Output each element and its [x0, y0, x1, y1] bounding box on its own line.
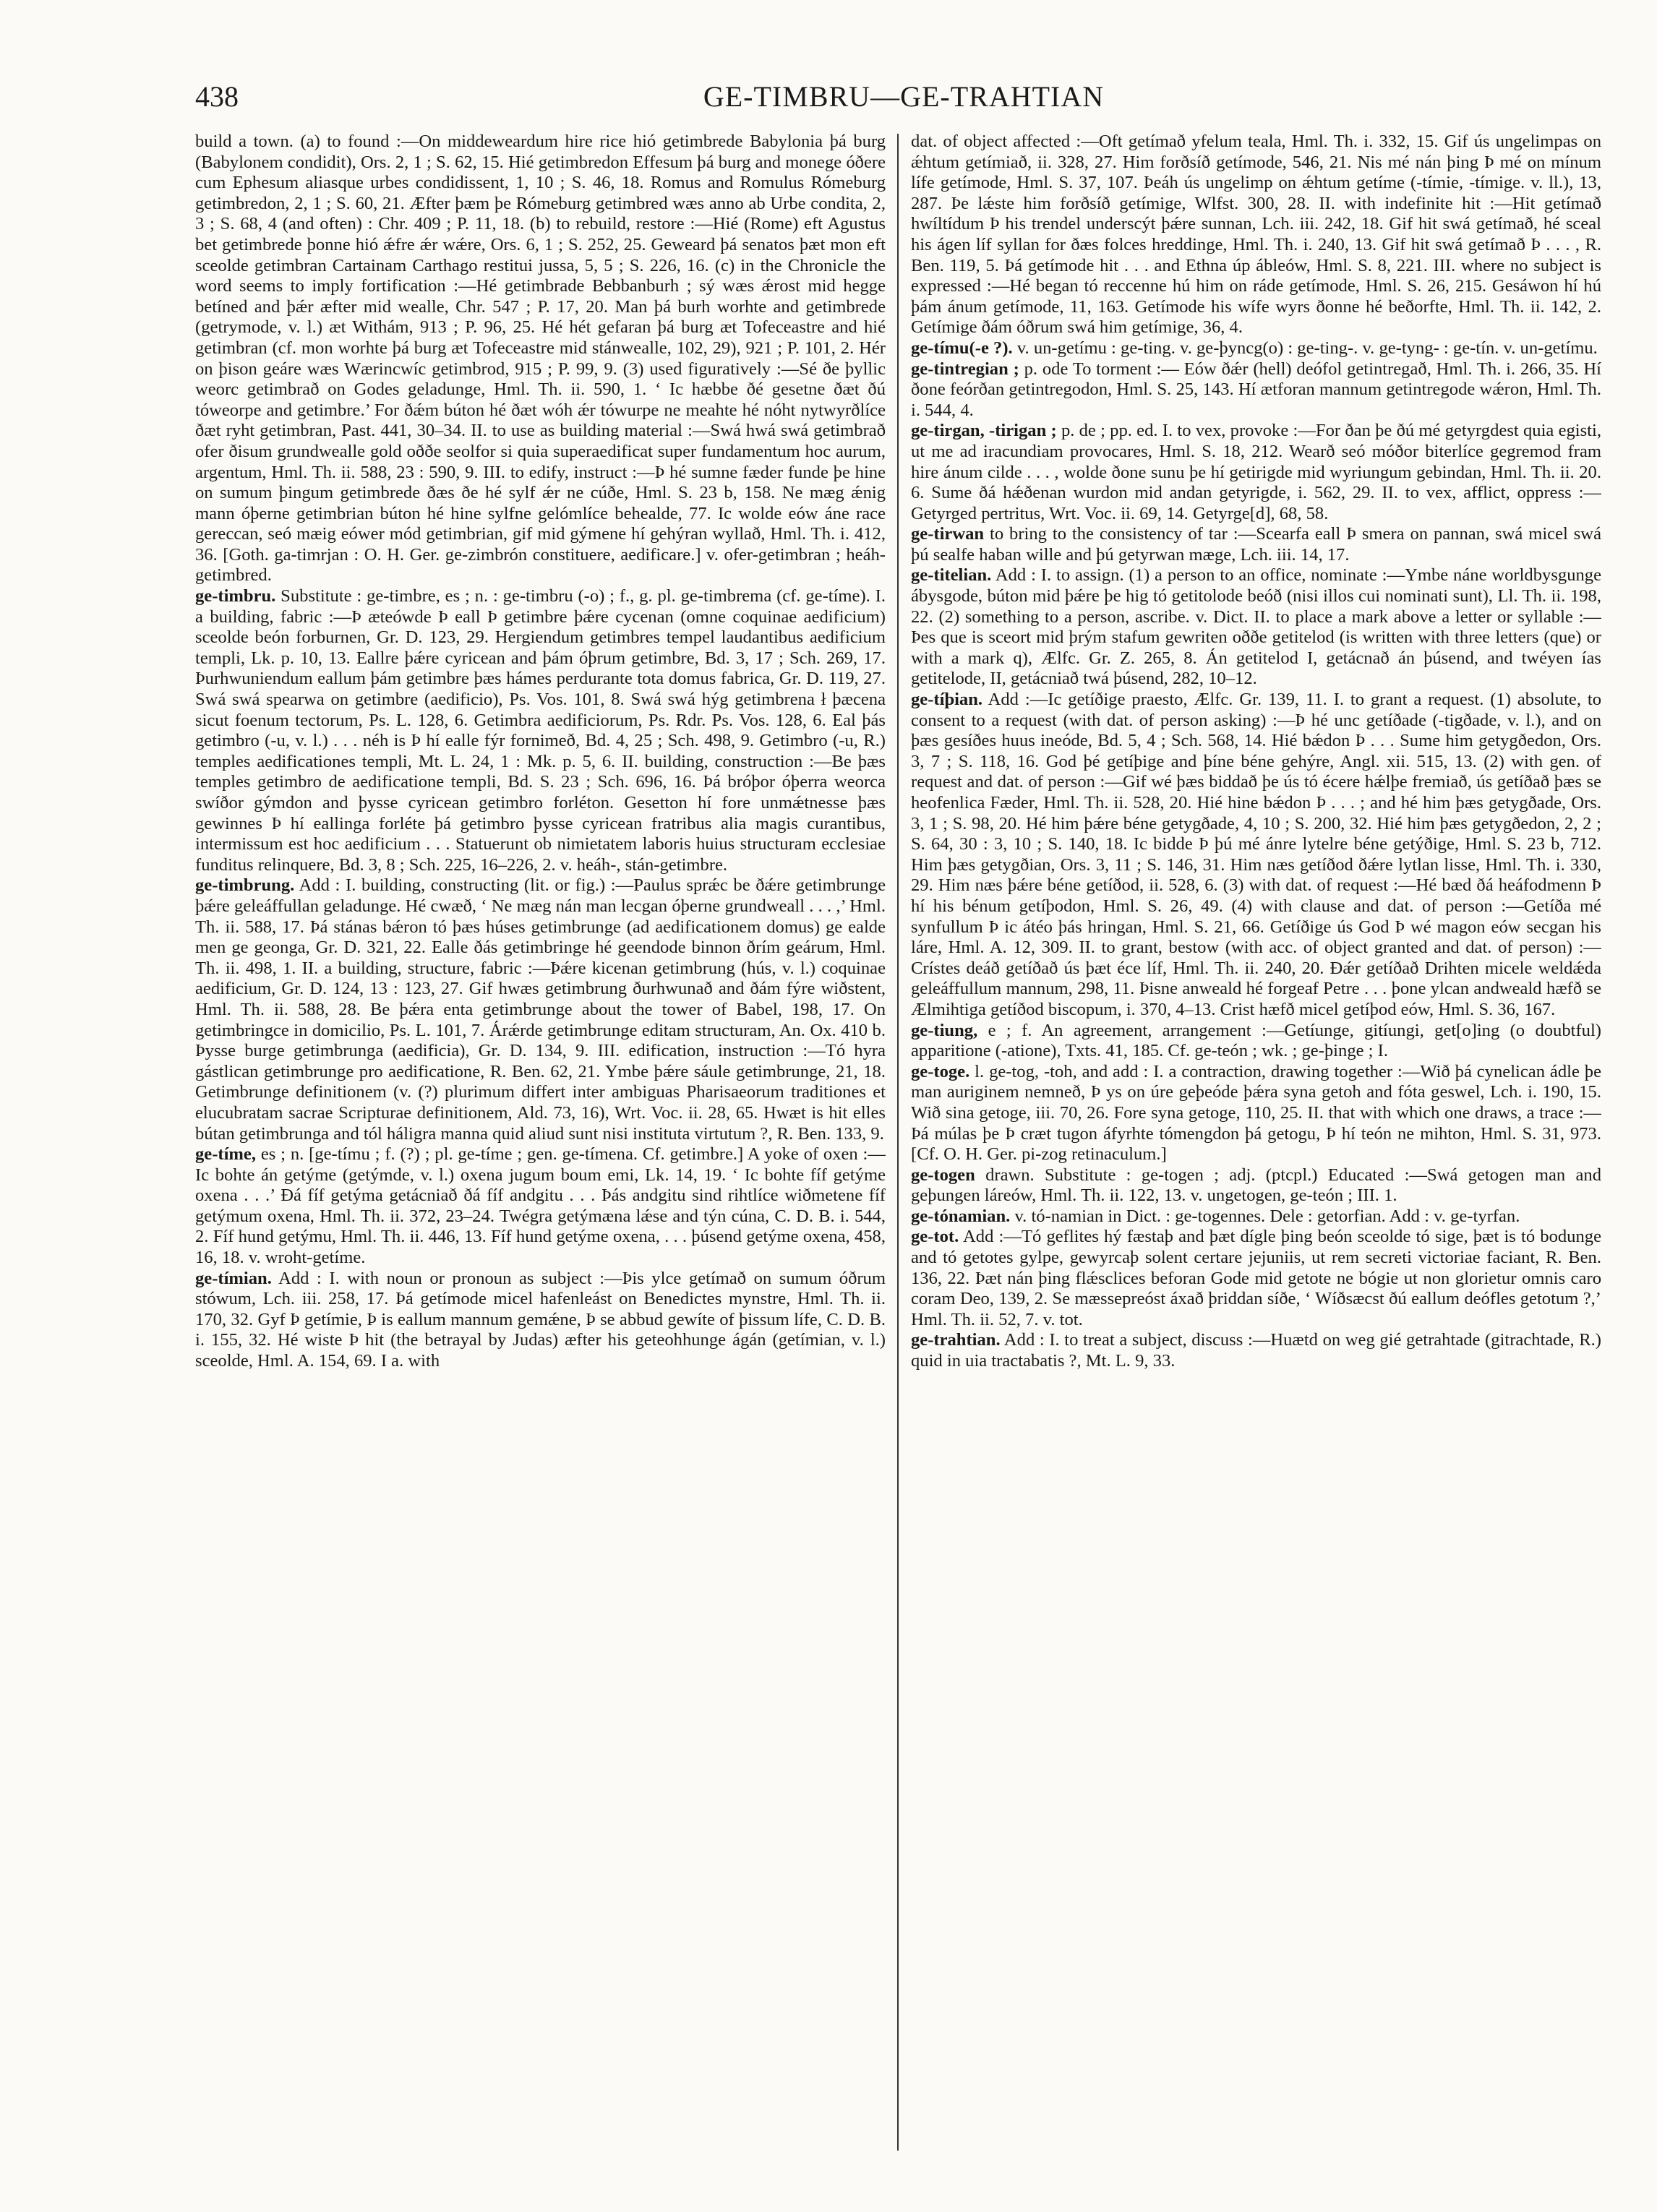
entry-headword: ge-tirwan — [911, 524, 985, 544]
entry-headword: ge-tímu(-e ?). — [911, 338, 1013, 358]
entry-text: l. ge-tog, -toh, and add : I. a contraction, drawing together :—Wið þá cynelican ádle þe man auriginem nemneð, Þ ys on úre geþeóde þǽra syna getoh and fóta geswel, Lch. i. 190, 15. Wið sina getoge, iii. 70, 26. Fore syna getoge, 110, 25. II. that with which one draws, a trace :—Þá múlas þe Þ cræt tugon áfyrhte tómengdon þá getogu, Þ hí teón ne mihton, Hml. S. 31, 973. [Cf. O. H. Ger. pi-zog retinaculum.] — [911, 1061, 1601, 1165]
entry-text: v. un-getímu : ge-ting. v. ge-þyncg(o) : ge-ting-. v. ge-tyng- : ge-tín. v. un-getímu. — [1012, 338, 1598, 358]
entry-headword: ge-tot. — [911, 1227, 959, 1247]
dictionary-entry — [911, 690, 1601, 1021]
dictionary-entry — [911, 132, 1601, 338]
running-title: GE-TIMBRU—GE-TRAHTIAN — [703, 80, 1105, 113]
dictionary-entry — [195, 132, 886, 586]
entry-text: p. ode To torment :— Eów ðǽr (hell) deófol getintregað, Hml. Th. i. 266, 35. Hí ðone feórðan getintregodon, Hml. S. 25, 143. Hí ætforan mannum getintregode wǽron, Hml. Th. i. 544, 4. — [911, 359, 1601, 420]
entry-text: es ; n. [ge-tímu ; f. (?) ; pl. ge-tíme ; gen. ge-tímena. Cf. getimbre.] A yoke of oxen :—Ic bohte án getýme (getýmde, v. l.) oxena jugum boum emi, Lk. 14, 19. ‘ Ic bohte fíf getýme oxena . . .’ Ðá fíf getýma getácniað ðá fíf andgitu . . . Þás andgitu sind rihtlíce wiðmetene fíf getýmum oxena, Hml. Th. ii. 372, 23–24. Twégra getýmæna lǽse and týn cúna, C. D. B. i. 544, 2. Fíf hund getýmu, Hml. Th. ii. 446, 13. Fíf hund getýme oxena, . . . þúsend getýme oxena, 458, 16, 18. v. wroht-getíme. — [195, 1144, 886, 1268]
dictionary-entry — [911, 1021, 1601, 1062]
entry-text: drawn. Substitute : ge-togen ; adj. (ptcpl.) Educated :—Swá getogen man and geþungen láreów, Hml. Th. ii. 122, 13. v. ungetogen, ge-teón ; III. 1. — [911, 1165, 1601, 1206]
dictionary-entry — [911, 359, 1601, 421]
entry-headword: ge-timbru. — [195, 586, 276, 606]
entry-headword: ge-toge. — [911, 1061, 970, 1081]
entry-headword: ge-tiung, — [911, 1020, 978, 1040]
page-header — [195, 80, 1612, 123]
entry-headword: ge-timbrung. — [195, 875, 295, 896]
entry-headword: ge-trahtian. — [911, 1330, 1001, 1350]
dictionary-entry — [911, 1062, 1601, 1165]
left-column — [195, 132, 886, 2163]
entry-text: Substitute : ge-timbre, es ; n. : ge-timbru (-o) ; f., g. pl. ge-timbrema (cf. ge-tíme). I. a building, fabric :—Þ æteówde Þ eall Þ getimbre þǽre cycenan (omne coquinae aedificium) sceolde beón forburnen, Gr. D. 123, 29. Hergiendum getimbres tempel laudantibus aedificium templi, Lk. p. 10, 13. Eallre þǽre cyricean and þám óþrum getimbre, Bd. 3, 17 ; Sch. 269, 17. Þurhwuniendum eallum þám getimbre þæs hámes perdurante tota domus fabrica, Gr. D. 119, 27. Swá swá spearwa on getimbre (aedificio), Ps. Vos. 101, 8. Swá swá hýg getimbrena ł þæcena sicut foenum tectorum, Ps. L. 128, 6. Getimbra aedificiorum, Ps. Rdr. Ps. Vos. 128, 6. Eal þás getimbro (-u, v. l.) . . . néh is Þ hí ealle fýr fornimeð, Bd. 4, 25 ; Sch. 498, 9. Getimbro (-u, R.) temples aedificationes templi, Mt. L. 24, 1 : Mk. p. 5, 6. II. building, construction :—Be þæs temples getimbro de aedificatione templi, Bd. S. 23 ; Sch. 696, 16. Þá bróþor óþerra weorca swíðor gýmdon and þysse cyricean getimbro forléton. Gesetton hí fore unmǽtnesse þæs gewinnes Þ hí eallinga forléte þá getimbro þysse cyricean fratribus alia magis curantibus, intermissum est hoc aedificium . . . Statuerunt ob nimietatem laboris huius structuram ecclesiae funditus relinquere, Bd. 3, 8 ; Sch. 225, 16–226, 2. v. heáh-, stán-getimbre. — [195, 586, 886, 875]
entry-text: Add : I. to assign. (1) a person to an office, nominate :—Ymbe náne worldbysgunge ábysgode, búton mid þǽre þe hig tó getitolode beóð (nisi illos cui nominati sunt), Ll. Th. ii. 198, 22. (2) something to a person, ascribe. v. Dict. II. to place a mark above a letter or syllable :—Þes que is sceort mid þrým stafum gewriten oððe getitelod (is written with three letters (que) or with a mark q), Ælfc. Gr. Z. 265, 8. Án getitelod I, getácnað án þúsend, and twéyen ías getitelode, II, getácniað twá þúsend, 282, 10–12. — [911, 565, 1601, 689]
entry-text: Add : I. building, constructing (lit. or fig.) :—Paulus sprǽc be ðǽre getimbrunge þǽre geleáffullan geladunge. Hé cwæð, ‘ Ne mæg nán man lecgan óþerne grundweall . . . ,’ Hml. Th. ii. 588, 17. Þá stánas bǽron tó þæs húses getimbrunge (ad aedificationem domus) ge ealde men ge geonga, Gr. D. 321, 22. Ealle ðás getimbringe hé geendode binnon ðrím geárum, Hml. Th. ii. 498, 1. II. a building, structure, fabric :—Þǽre kicenan getimbrung (hús, v. l.) coquinae aedificium, Gr. D. 124, 13 : 123, 27. Gif hwæs getimbrung ðurhwunað and ðám fýre wiðstent, Hml. Th. ii. 588, 28. Be þǽra enta getimbrunge about the tower of Babel, 198, 17. On getimbringce in domicilio, Ps. L. 101, 7. Árǽrde getimbrunge editam structuram, An. Ox. 410 b. Þysse burge getimbrunga (aedificia), Gr. D. 134, 9. III. edification, instruction :—Tó hyra gástlican getimbrunge pro aedificatione, R. Ben. 62, 21. Ymbe þǽre sáule getimbrunge, 21, 18. Getimbrunge definitionem (v. (?) plurimum differt inter ambiguas Pharisaeorum traditiones et elucubratam sacrae Scripturae definitionem, Ald. 73, 16), Wrt. Voc. ii. 28, 65. Hwæt is hit elles bútan getimbrunga and tól háligra manna quid aliud sunt nisi instituta virtutum ?, R. Ben. 133, 9. — [195, 875, 886, 1144]
dictionary-entry — [911, 1165, 1601, 1206]
entry-text: build a town. (a) to found :—On middeweardum hire rice hió getimbrede Babylonia þá burg (Babylonem condidit), Ors. 2, 1 ; S. 62, 15. Hié getimbredon Effesum þá burg and monege óðere cum Ephesum aliasque urbes condidissent, 1, 10 ; S. 46, 18. Romus and Romulus Rómeburg getimbredon, 2, 1 ; S. 60, 21. Æfter þæm þe Rómeburg getimbred wæs anno ab Urbe condita, 2, 3 ; S. 68, 4 (and often) : Chr. 409 ; P. 11, 18. (b) to rebuild, restore :—Hié (Rome) eft Agustus bet getimbrede þonne hió ǽfre ǽr wǽre, Ors. 6, 1 ; S. 252, 25. Geweard þá senatos þæt mon eft sceolde getimbran Cartainam Carthago restitui jussa, 5, 5 ; S. 226, 16. (c) in the Chronicle the word seems to imply fortification :—Hé getimbrade Bebbanburh ; sý wæs ǽrost mid hegge betíned and þǽr æfter mid wealle, Chr. 547 ; P. 17, 20. Man þá burh worhte and getimbrede (getrymode, v. l.) æt Withám, 913 ; P. 96, 25. Hé hét gefaran þá burg æt Tofeceastre and hié getimbran (cf. mon worhte þá burg æt Tofeceastre mid stánwealle, 102, 29), 921 ; P. 101, 2. Hér on þison geáre wæs Wærincwíc getimbrod, 915 ; P. 99, 9. (3) used figuratively :—Sé ðe þyllic weorc getimbrað on Godes geladunge, Hml. Th. ii. 590, 1. ‘ Ic hæbbe ðé gesetne ðæt ðú tóweorpe and getimbre.’ For ðǽm búton hé ðæt wóh ǽr tówurpe ne meahte hé nóht nytwyrðlíce ðæt ryht getimbran, Past. 441, 30–34. II. to use as building material :—Swá hwá swá getimbrað ofer ðisum grundwealle gold oððe seolfor si quia superaedificat super fundamentum hoc aurum, argentum, Hml. Th. ii. 588, 23 : 590, 9. III. to edify, instruct :—Þ hé sumne fæder funde þe hine on sumum þingum getimbrede ðæs ðe hé sylf ǽr ne cúðe, Hml. S. 23 b, 158. Ne mæg ǽnig mann óþerne getimbrian búton hé hine sylfne gelómlíce behealde, 77. Ic wolde eów áne race gereccan, seó mæig eówer mód getimbrian, gif mid gýmene hí gehýran wyllað, Hml. Th. i. 412, 36. [Goth. ga-timrjan : O. H. Ger. ge-zimbrón constituere, aedificare.] v. ofer-getimbran ; heáh-getimbred. — [195, 132, 886, 586]
dictionary-entry — [911, 1206, 1601, 1227]
dictionary-entry — [195, 1144, 886, 1269]
entry-headword: ge-titelian. — [911, 565, 992, 586]
dictionary-entry — [195, 586, 886, 875]
dictionary-entry — [195, 1269, 886, 1372]
entry-headword: ge-tíþian. — [911, 690, 983, 710]
entry-text: to bring to the consistency of tar :—Scearfa eall Þ smera on pannan, swá micel swá þú sealfe haban wille and þú getyrwan mæge, Lch. iii. 14, 17. — [911, 524, 1601, 565]
dictionary-entry — [911, 1330, 1601, 1371]
entry-text: Add : I. with noun or pronoun as subject :—Þis ylce getímað on sumum óðrum stówum, Lch. iii. 258, 17. Þá getímode micel hafenleást on Benedictes mynstre, Hml. Th. ii. 170, 32. Gyf Þ getímie, Þ is eallum mannum gemǽne, Þ se abbud gewíte of þissum lífe, C. D. B. i. 155, 32. Hé wiste Þ hit (the betrayal by Judas) æfter his geteohhunge ágán (getímian, v. l.) sceolde, Hml. A. 154, 69. I a. with — [195, 1268, 886, 1371]
dictionary-entry — [911, 1227, 1601, 1330]
entry-text: dat. of object affected :—Oft getímað yfelum teala, Hml. Th. i. 332, 15. Gif ús ungelimpas on ǽhtum getímiað, ii. 328, 27. Him forðsíð getímode, 546, 21. Nis mé nán þing Þ mé on mínum lífe getímode, Hml. S. 37, 107. Þeáh ús ungelimp on ǽhtum getíme (-tímie, -tímige. v. ll.), 13, 287. Þe lǽste him forðsíð getímige, Wlfst. 300, 28. II. with indefinite hit :—Hit getímað hwíltídum Þ his trendel underscýt þǽre sunnan, Lch. iii. 242, 18. Gif hit swá getímað, hé sceal his ágen líf syllan for ðæs folces hreddinge, Hml. Th. i. 240, 13. Gif hit swá getímað Þ . . . , R. Ben. 119, 5. Þá getímode hit . . . and Ethna úp ábleów, Hml. S. 8, 221. III. where no subject is expressed :—Hé began tó reccenne hú him on ráde getímode, Hml. S. 26, 215. Gesáwon hí hú þám ánum getímode, 11, 163. Getímode his wífe wyrs ðonne hé beðorfte, Hml. Th. ii. 142, 2. Getímige ðám óðrum swá him getímige, 36, 4. — [911, 132, 1601, 338]
column-divider — [897, 134, 899, 2151]
dictionary-entry — [195, 875, 886, 1144]
entry-headword: ge-togen — [911, 1165, 975, 1185]
dictionary-entry — [911, 338, 1601, 359]
entry-headword: ge-tímian. — [195, 1268, 272, 1288]
entry-text: Add :—Tó geflites hý fæstaþ and þæt dígle þing beón sceolde tó sige, þæt is tó bodunge and tó getotes gylpe, gewyrcaþ solent certare jejuniis, ut rem secreti victoriae faciant, R. Ben. 136, 22. Þæt nán þing flǽsclices beforan Gode mid getote ne bógie ut non glorietur omnis caro coram Deo, 139, 2. Se mæssepreóst áxað þriddan síðe, ‘ Wíðsæcst ðú eallum deófles getotum ?,’ Hml. Th. ii. 52, 7. v. tot. — [911, 1227, 1601, 1329]
dictionary-entry — [911, 524, 1601, 565]
right-column — [911, 132, 1601, 2163]
entry-headword: ge-tintregian ; — [911, 359, 1019, 379]
entry-text: e ; f. An agreement, arrangement :—Getíunge, gitíungi, get[o]ing (o doubtful) apparitione (-atione), Txts. 41, 185. Cf. ge-teón ; wk. ; ge-þinge ; I. — [911, 1020, 1601, 1061]
entry-text: p. de ; pp. ed. I. to vex, provoke :—For ðan þe ðú mé getyrgdest quia egisti, ut me ad iracundiam provocares, Hml. S. 18, 212. Wearð seó móðor biterlíce gegremod fram hire ánum cilde . . . , wolde ðone sunu þe hí getirigde mid wyriungum gebindan, Hml. Th. ii. 20. 6. Sume ðá hǽðenan wurdon mid andan getyrigde, i. 562, 29. II. to vex, afflict, oppress :—Getyrged pertritus, Wrt. Voc. ii. 69, 14. Getyrge[d], 68, 58. — [911, 421, 1601, 523]
page-number: 438 — [195, 80, 239, 113]
entry-headword: ge-tónamian. — [911, 1206, 1011, 1226]
dictionary-entry — [911, 421, 1601, 524]
entry-text: Add :—Ic getíðige praesto, Ælfc. Gr. 139, 11. I. to grant a request. (1) absolute, to consent to a request (with dat. of person asking) :—Þ hé unc getíðade (-tigðade, v. l.), and on þæs gesíðes huus ineóde, Bd. 5, 4 ; Sch. 568, 14. Hié bǽdon Þ . . . Sume him getygðedon, Ors. 3, 7 ; S. 118, 16. God þé getíþige and þíne béne gehýre, Angl. xii. 515, 13. (2) with gen. of request and dat. of person :—Gif wé þæs biddað þe ús tó écere hǽlþe fremiað, ús getíðað þæs se heofenlica Fæder, Hml. Th. ii. 528, 20. Hié hine bǽdon Þ . . . ; and hé him þæs getygðade, Ors. 3, 1 ; S. 98, 20. Hé him þǽre béne getygðade, 4, 10 ; S. 200, 32. Hié him þæs getygðedon, 2, 2 ; S. 64, 30 : 3, 10 ; S. 140, 18. Ic bidde Þ þú mé ánre lytelre béne getýðige, Hml. S. 23 b, 712. Him þæs getygðian, Ors. 3, 11 ; S. 146, 31. Him næs getíðod ðǽre lytlan lisse, Hml. Th. i. 330, 29. Him næs þǽre béne getíðod, ii. 528, 6. (3) with dat. of request :—Hé bæd ðá heáfodmenn Þ hí his bénum getíþodon, Hml. S. 26, 49. (4) with clause and dat. of person :—Getíða mé synfullum Þ ic átéo þás hringan, Hml. S. 21, 66. Getíðige ús God Þ wé magon eów secgan his láre, Hml. A. 12, 309. II. to grant, bestow (with acc. of object granted and dat. of person) :—Crístes deáð getíðað ús þæt éce líf, Hml. Th. ii. 240, 20. Ðǽr getíðað Drihten micele weldǽda geleáffullum mannum, 298, 11. Þisne anweald hé forgeaf Petre . . . þone ylcan andweald hæfð se Ælmihtiga getíðod biscopum, i. 370, 4–13. Crist hæfð micel getíþod eów, Hml. S. 36, 167. — [911, 690, 1601, 1019]
entry-headword: ge-tíme, — [195, 1144, 256, 1165]
dictionary-entry — [911, 565, 1601, 690]
entry-text: v. tó-namian in Dict. : ge-togennes. Dele : getorfian. Add : v. ge-tyrfan. — [1010, 1206, 1520, 1226]
entry-text: Add : I. to treat a subject, discuss :—Huætd on weg gié getrahtade (gitrachtade, R.) quid in uia tractabatis ?, Mt. L. 9, 33. — [911, 1330, 1601, 1371]
entry-headword: ge-tirgan, -tirigan ; — [911, 421, 1057, 441]
